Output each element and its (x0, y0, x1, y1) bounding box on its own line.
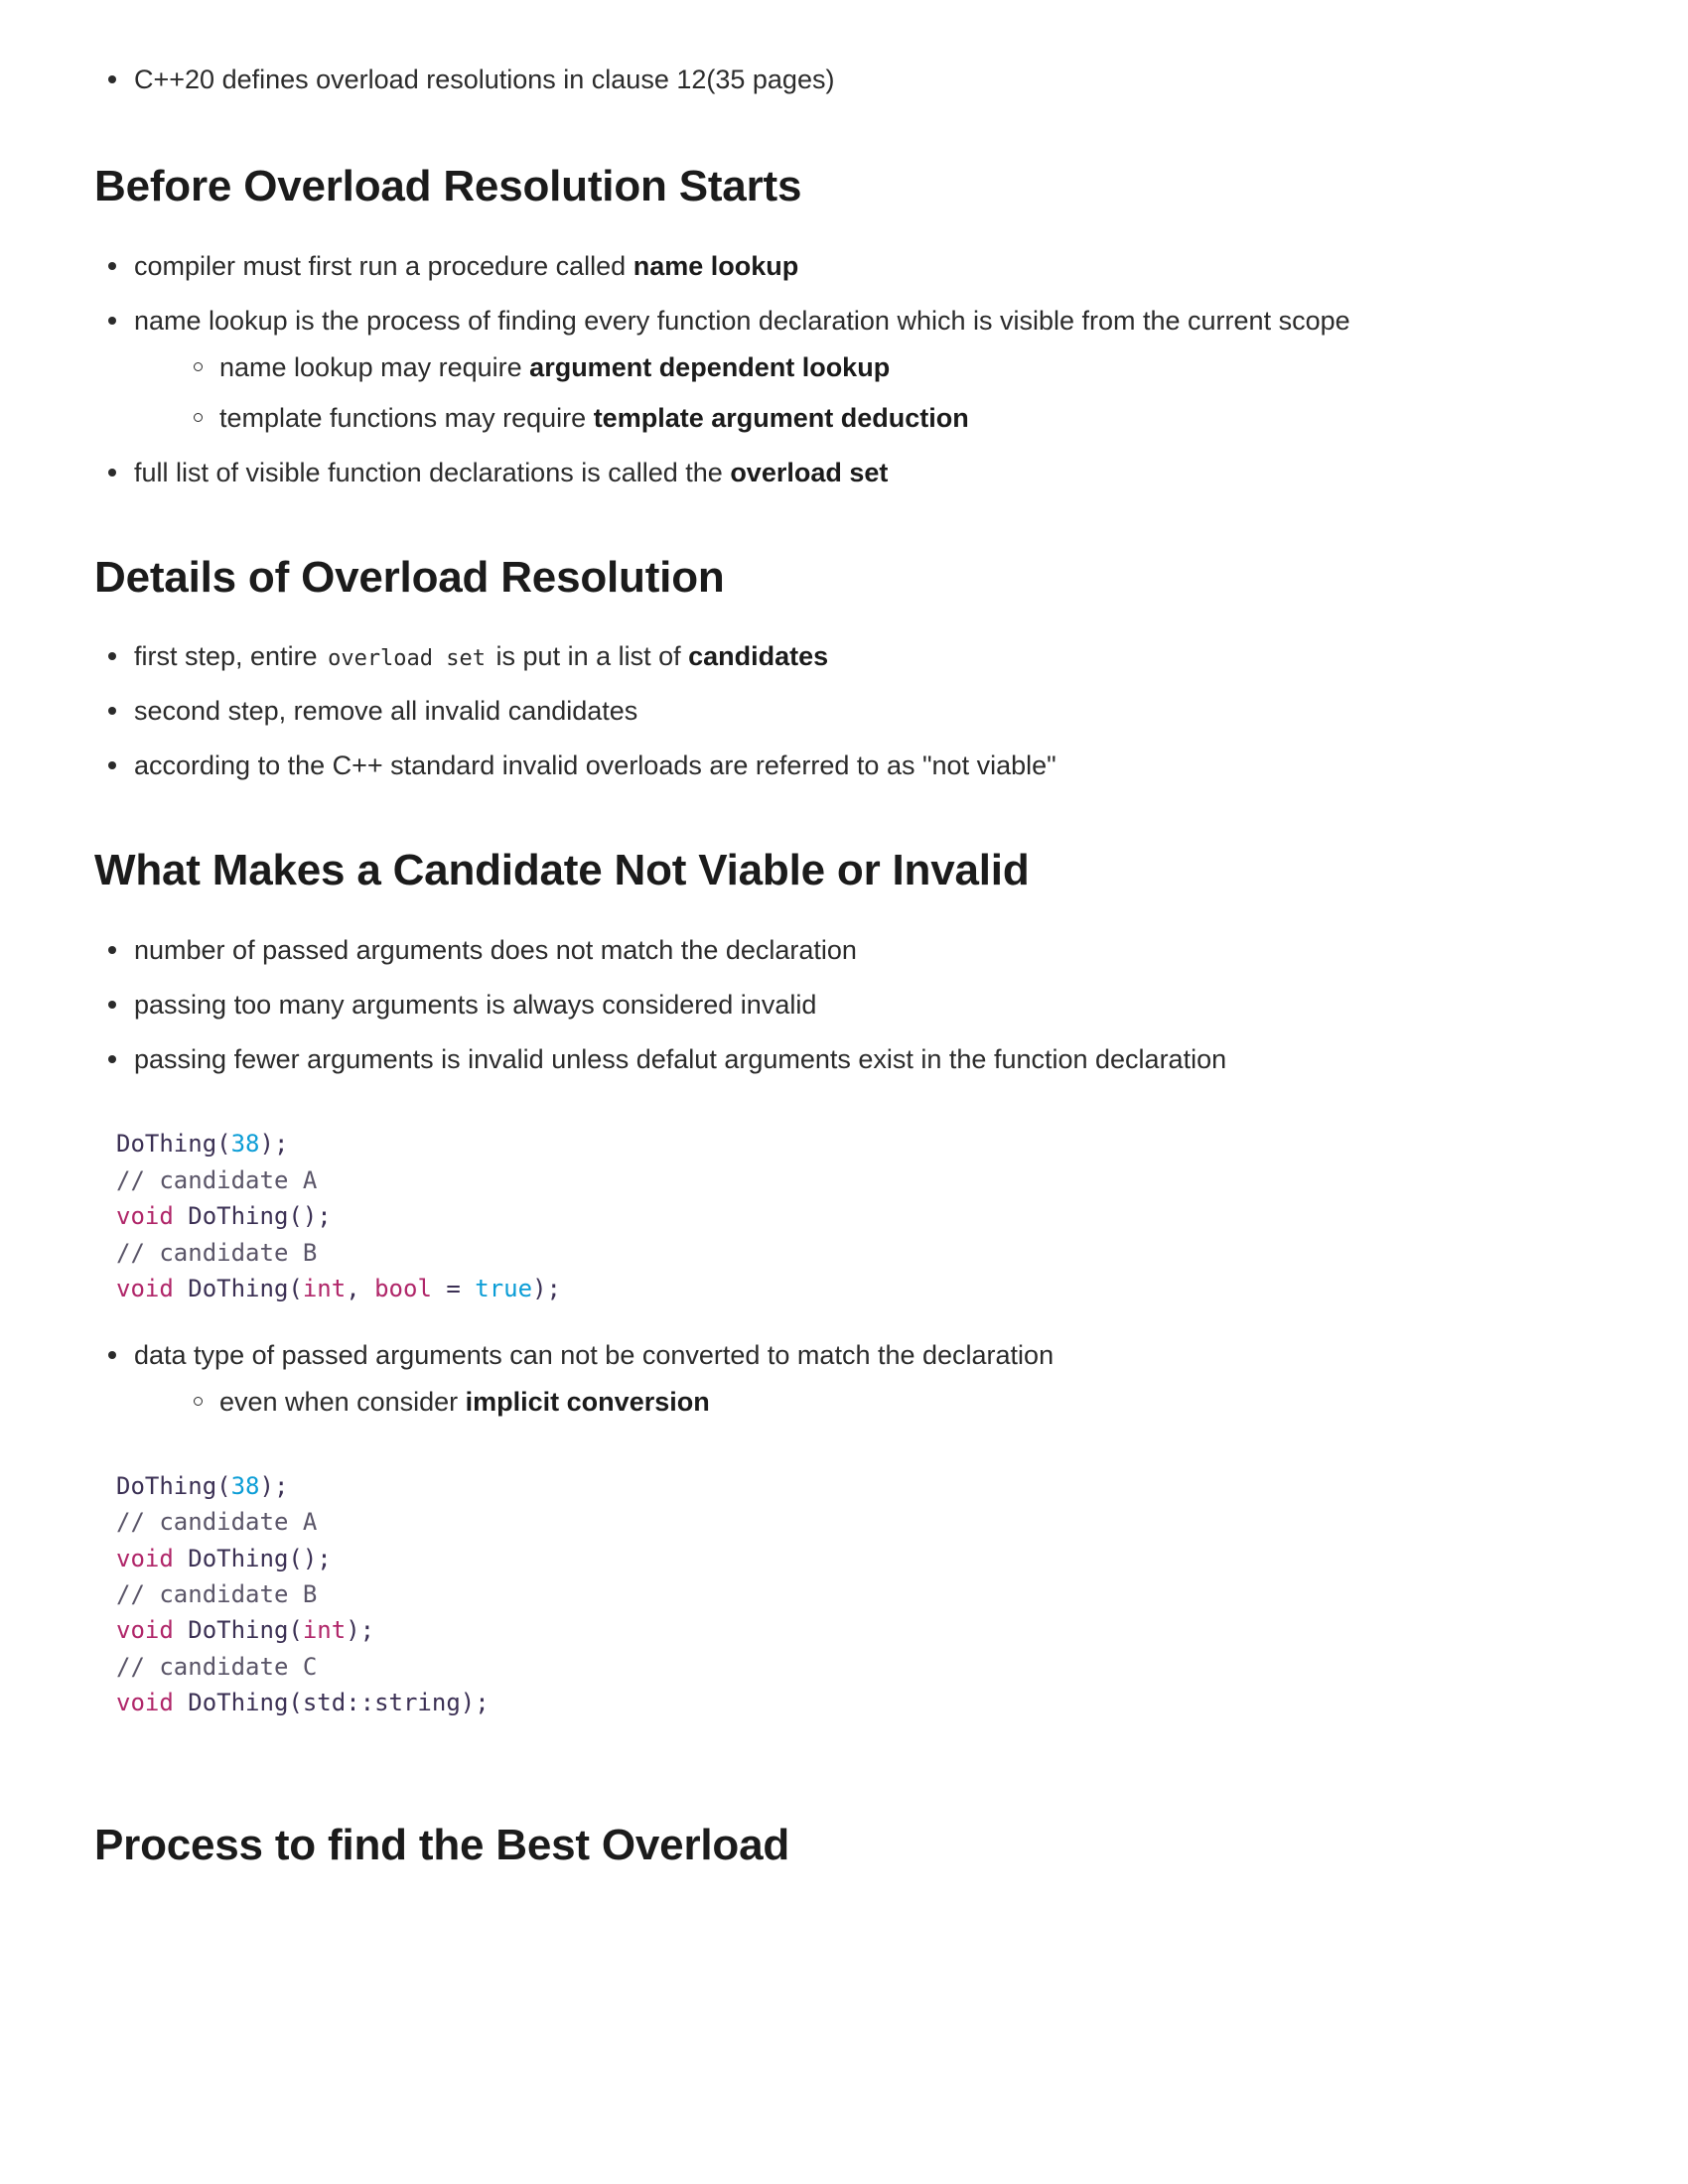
before-overload-bullet-list (94, 246, 1559, 493)
list-item-text-mid: is put in a list of (489, 641, 689, 672)
list-item-text: name lookup may require (219, 351, 530, 382)
code-token-comment: // candidate A (116, 1508, 318, 1537)
intro-bullet-list (94, 60, 1559, 100)
code-block-1-container (116, 1126, 1559, 1306)
list-item (94, 453, 1559, 493)
bullet-dot-icon (108, 469, 116, 477)
emphasis-text: name lookup (633, 250, 799, 281)
list-item (180, 1382, 1559, 1423)
bullet-ring-icon (194, 413, 203, 422)
bullet-dot-icon (108, 317, 116, 325)
code-token-default: DoThing(); (173, 1202, 332, 1231)
code-token-keyword: int (302, 1616, 347, 1645)
emphasis-text: template argument deduction (593, 402, 969, 433)
code-token-comment: // candidate A (116, 1165, 318, 1194)
code-token-default: = (431, 1275, 476, 1303)
code-token-default: DoThing( (116, 1471, 231, 1500)
section-heading-before-overload-resolution-starts (94, 162, 1559, 212)
bullet-dot-icon (108, 262, 116, 270)
emphasis-text: candidates (688, 641, 829, 672)
list-item (94, 636, 1559, 677)
code-token-comment: // candidate B (116, 1238, 318, 1267)
page-title: Details of Overload Resolution (94, 552, 725, 602)
list-item (94, 746, 1559, 786)
details-bullet-list (94, 636, 1559, 786)
page-title: What Makes a Candidate Not Viable or Invalid (94, 846, 1030, 895)
bullet-ring-icon (194, 1397, 203, 1406)
emphasis-text: implicit conversion (465, 1386, 710, 1417)
code-block-2 (116, 1468, 1559, 1721)
inline-code: overload set (328, 646, 487, 672)
code-token-default: DoThing(std::string); (173, 1689, 490, 1717)
list-item-text: data type of passed arguments can not be converted to match the declaration (134, 1339, 1055, 1370)
bullet-dot-icon (108, 1055, 116, 1063)
list-item-text: according to the C++ standard invalid overloads are referred to as "not viable" (134, 751, 1056, 781)
page-title: Process to find the Best Overload (94, 1820, 790, 1869)
code-block-1 (116, 1126, 1559, 1306)
emphasis-text: argument dependent lookup (529, 351, 891, 382)
list-item (94, 301, 1559, 439)
bullet-dot-icon (108, 946, 116, 954)
code-token-comment: // candidate B (116, 1579, 318, 1608)
conversion-sub-bullet-list (134, 1382, 1559, 1423)
list-item (94, 930, 1559, 971)
bullet-dot-icon (108, 75, 116, 83)
list-item-text: full list of visible function declarations is called the (134, 457, 731, 487)
list-item-text: first step, entire (134, 641, 326, 672)
section-heading-details-of-overload-resolution (94, 553, 1559, 604)
bullet-dot-icon (108, 1351, 116, 1359)
invalid-candidate-bullet-list (94, 930, 1559, 1080)
list-item (94, 60, 1559, 100)
code-token-keyword: void (116, 1275, 174, 1303)
list-item (180, 347, 1559, 388)
bullet-dot-icon (108, 761, 116, 769)
list-item (180, 398, 1559, 439)
bullet-dot-icon (108, 707, 116, 715)
page-title: Before Overload Resolution Starts (94, 162, 802, 211)
code-token-default: DoThing( (116, 1130, 231, 1159)
list-item-text: second step, remove all invalid candidates (134, 696, 638, 727)
code-token-default: , (346, 1275, 375, 1303)
code-token-keyword: void (116, 1616, 174, 1645)
code-token-number: 38 (230, 1130, 260, 1159)
code-token-comment: // candidate C (116, 1652, 318, 1681)
code-token-default: ); (259, 1471, 289, 1500)
code-token-default: ); (259, 1130, 289, 1159)
section-heading-what-makes-a-candidate-not-viable-or-invalid (94, 846, 1559, 896)
code-token-keyword: bool (374, 1275, 432, 1303)
list-item-text: even when consider (219, 1386, 466, 1417)
code-token-keyword: void (116, 1689, 174, 1717)
code-token-keyword: void (116, 1202, 174, 1231)
emphasis-text: overload set (730, 457, 889, 487)
list-item (94, 1335, 1559, 1423)
code-token-keyword: void (116, 1544, 174, 1572)
spacer (94, 1307, 1559, 1335)
code-token-default: DoThing( (173, 1616, 303, 1645)
code-block-2-container (116, 1468, 1559, 1721)
list-item-text: passing fewer arguments is invalid unless defalut arguments exist in the function declaration (134, 1044, 1227, 1075)
list-item-text: compiler must first run a procedure called (134, 250, 633, 281)
list-item (94, 691, 1559, 732)
before-overload-sub-bullet-list (134, 347, 1559, 439)
code-token-default: ); (346, 1616, 375, 1645)
bullet-dot-icon (108, 652, 116, 660)
list-item-text: passing too many arguments is always considered invalid (134, 990, 817, 1021)
code-token-number: 38 (230, 1471, 260, 1500)
list-item (94, 985, 1559, 1025)
code-token-default: DoThing(); (173, 1544, 332, 1572)
bullet-ring-icon (194, 362, 203, 371)
list-item-text: name lookup is the process of finding every function declaration which is visible from the current scope (134, 305, 1350, 336)
list-item-text: number of passed arguments does not match the declaration (134, 935, 857, 966)
section-heading-process-to-find-the-best-overload (94, 1821, 1559, 1871)
code-token-default: DoThing( (173, 1275, 303, 1303)
list-item-text: C++20 defines overload resolutions in clause 12(35 pages) (134, 65, 835, 94)
list-item (94, 1039, 1559, 1080)
code-token-default: ); (532, 1275, 561, 1303)
conversion-bullet-list (94, 1335, 1559, 1423)
code-token-number: true (475, 1275, 533, 1303)
bullet-dot-icon (108, 1001, 116, 1009)
code-token-keyword: int (302, 1275, 347, 1303)
list-item (94, 246, 1559, 287)
list-item-text: template functions may require (219, 402, 594, 433)
